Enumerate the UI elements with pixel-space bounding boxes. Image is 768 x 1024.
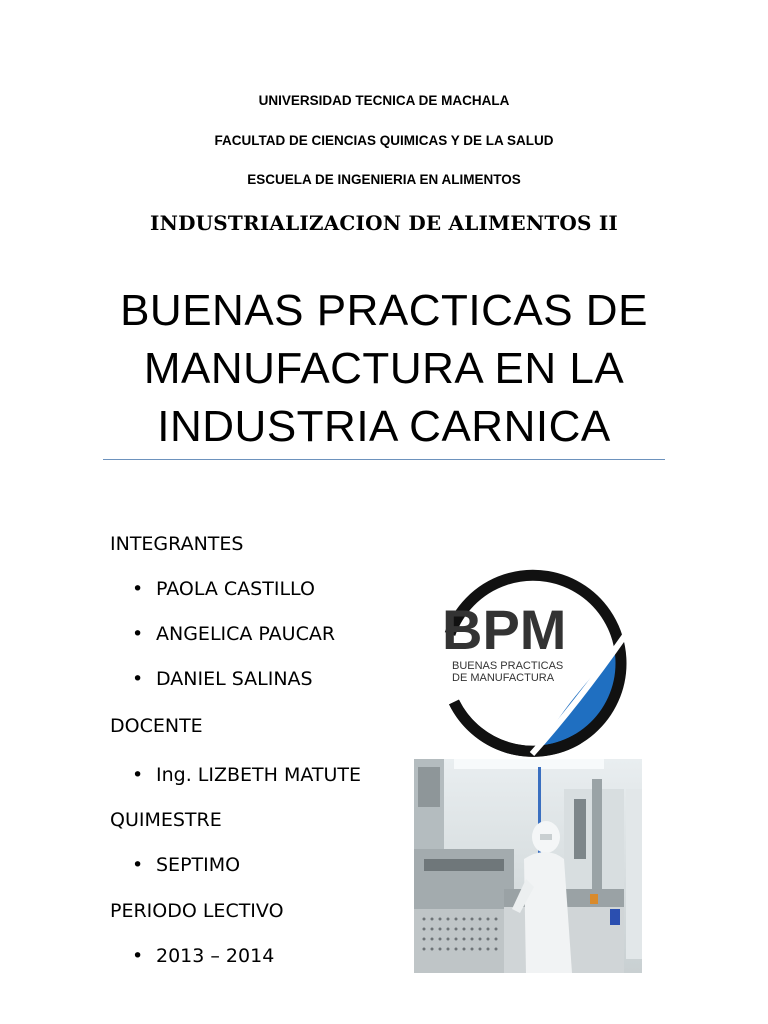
school-name: ESCUELA DE INGENIERIA EN ALIMENTOS (247, 172, 521, 187)
title-line-2: MANUFACTURA EN LA (143, 344, 625, 393)
bullet-icon: • (132, 764, 144, 786)
docente-item (132, 764, 361, 786)
logo-acronym: BPM (442, 598, 567, 661)
bullet-icon: • (132, 945, 144, 967)
quimestre-value: SEPTIMO (156, 854, 241, 876)
member-item (132, 668, 313, 690)
bullet-icon: • (132, 668, 144, 690)
periodo-value: 2013 – 2014 (156, 945, 275, 967)
member-name: DANIEL SALINAS (156, 668, 313, 690)
member-name: PAOLA CASTILLO (156, 578, 315, 600)
quimestre-item (132, 854, 240, 876)
university-name: UNIVERSIDAD TECNICA DE MACHALA (258, 93, 510, 108)
docente-name: Ing. LIZBETH MATUTE (156, 764, 362, 786)
document-title (60, 282, 708, 456)
periodo-item (132, 945, 274, 967)
course-title: INDUSTRIALIZACION DE ALIMENTOS II (150, 211, 618, 235)
docente-label: DOCENTE (110, 715, 203, 737)
member-item (132, 578, 315, 600)
bullet-icon: • (132, 854, 144, 876)
bpm-logo (428, 564, 628, 760)
title-line-3: INDUSTRIA CARNICA (157, 402, 611, 451)
quimestre-label: QUIMESTRE (110, 809, 222, 831)
logo-subtitle-1: BUENAS PRACTICAS (452, 660, 564, 672)
title-line-1: BUENAS PRACTICAS DE (120, 286, 648, 335)
periodo-label: PERIODO LECTIVO (110, 900, 284, 922)
integrantes-label: INTEGRANTES (110, 533, 244, 555)
faculty-name: FACULTAD DE CIENCIAS QUIMICAS Y DE LA SALUD (214, 133, 554, 148)
member-item (132, 623, 335, 645)
member-name: ANGELICA PAUCAR (156, 623, 336, 645)
logo-subtitle-2: DE MANUFACTURA (452, 672, 555, 684)
title-divider (103, 459, 665, 460)
bullet-icon: • (132, 623, 144, 645)
bullet-icon: • (132, 578, 144, 600)
factory-photo (414, 759, 642, 973)
